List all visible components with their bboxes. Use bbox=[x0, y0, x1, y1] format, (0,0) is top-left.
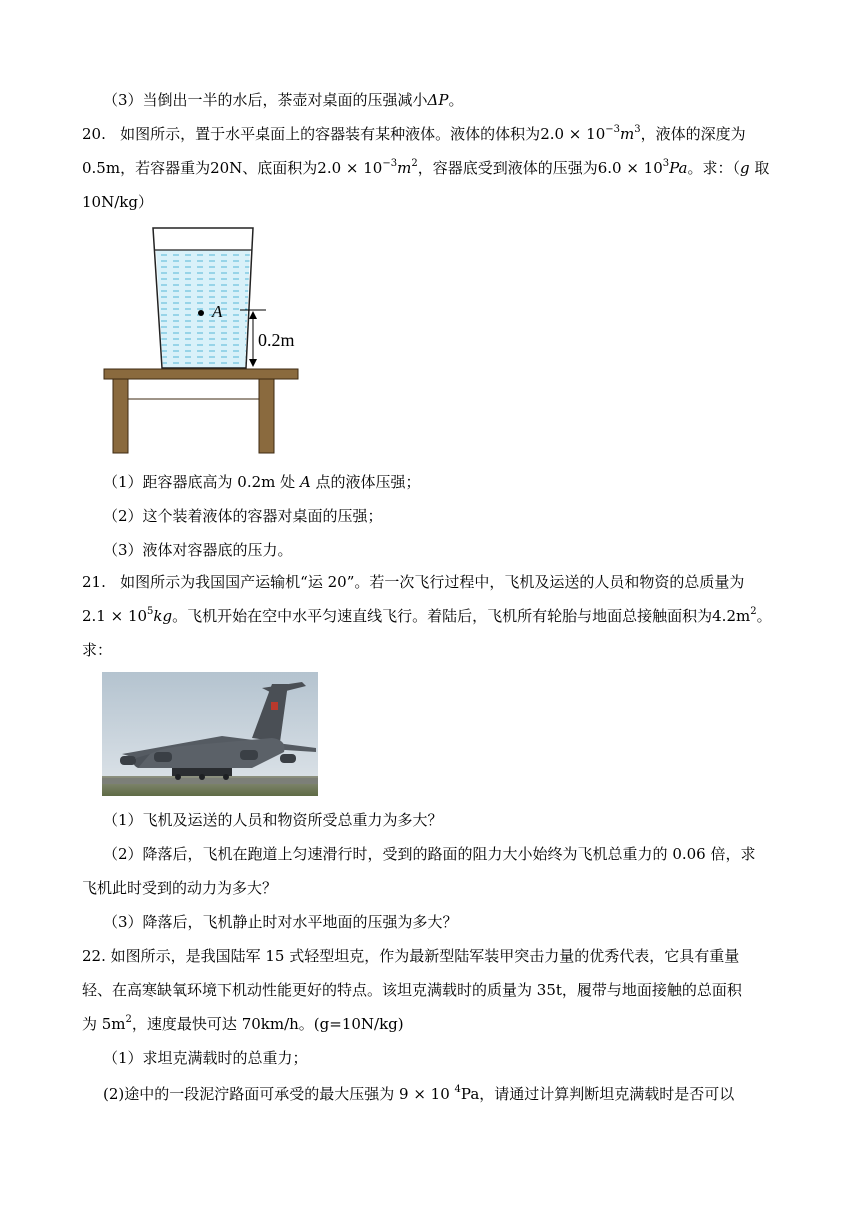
engine-1 bbox=[120, 756, 136, 765]
liquid-pattern bbox=[156, 250, 250, 368]
q19-part3: （3）当倒出一半的水后，茶壶对桌面的压强减小ΔP。 bbox=[103, 91, 464, 109]
q20-part3: （3）液体对容器底的压力。 bbox=[103, 541, 293, 559]
wheel-2 bbox=[199, 774, 205, 780]
q21-part2-line1: （2）降落后，飞机在跑道上匀速滑行时，受到的路面的阻力大小始终为飞机总重力的 0.06 倍，求 bbox=[103, 845, 756, 863]
engine-3 bbox=[240, 750, 258, 760]
height-arrow-down bbox=[249, 359, 257, 367]
point-a-label: A bbox=[212, 302, 223, 321]
engine-4 bbox=[280, 754, 296, 763]
q20-part2: （2）这个装着液体的容器对桌面的压强； bbox=[103, 507, 383, 525]
q21-part3: （3）降落后，飞机静止时对水平地面的压强为多大？ bbox=[103, 913, 458, 931]
height-label: 0.2m bbox=[258, 330, 295, 350]
wheel-1 bbox=[175, 774, 181, 780]
q21-part2-line2: 飞机此时受到的动力为多大？ bbox=[82, 879, 278, 897]
q20-part1: （1）距容器底高为 0.2m 处 A 点的液体压强； bbox=[103, 473, 421, 491]
runway bbox=[102, 778, 318, 784]
q22-line1: 22. 如图所示，是我国陆军 15 式轻型坦克，作为最新型陆军装甲突击力量的优秀代表，它具有重量 bbox=[82, 947, 740, 965]
q22-part2: (2)途中的一段泥泞路面可承受的最大压强为 9 × 10 $^4$Pa，请通过计算判断坦克满载时是否可以 bbox=[103, 1084, 735, 1103]
table-leg-right bbox=[259, 379, 274, 453]
q22-line3: 为 $5m^2$，速度最快可达 70km/h。(g=10N/kg) bbox=[82, 1014, 404, 1033]
q21-part1: （1）飞机及运送的人员和物资所受总重力为多大？ bbox=[103, 811, 443, 829]
q20-line2: 0.5m，若容器重为20N、底面积为$2.0 \times 10^{-3}m^2$，容器底受到液体的压强为$6.0 \times 10^3Pa$。求：（g 取 bbox=[82, 158, 770, 177]
engine-2 bbox=[154, 752, 172, 762]
q21-line3: 求： bbox=[82, 641, 113, 659]
tail-emblem bbox=[271, 702, 278, 710]
wheel-3 bbox=[223, 774, 229, 780]
q20-line1: 20. 如图所示，置于水平桌面上的容器装有某种液体。液体的体积为$2.0 \times 10^{-3}m^3$，液体的深度为 bbox=[82, 124, 746, 143]
table-leg-left bbox=[113, 379, 128, 453]
q20-line3: 10N/kg） bbox=[82, 193, 153, 211]
table-top bbox=[104, 369, 298, 379]
point-a bbox=[198, 310, 204, 316]
transport-aircraft-photo bbox=[102, 672, 318, 796]
q22-line2: 轻、在高寒缺氧环境下机动性能更好的特点。该坦克满载时的质量为 35t，履带与地面接触的总面积 bbox=[82, 981, 742, 999]
height-arrow-up bbox=[249, 311, 257, 319]
container-on-table-figure bbox=[100, 222, 310, 458]
q21-line2: $2.1 \times 10^5kg$。飞机开始在空中水平匀速直线飞行。着陆后，飞机所有轮胎与地面总接触面积为$4.2m^2$。 bbox=[82, 606, 772, 625]
q21-line1: 21. 如图所示为我国国产运输机“运 20”。若一次飞行过程中，飞机及运送的人员和物资的总质量为 bbox=[82, 573, 745, 591]
q22-part1: （1）求坦克满载时的总重力； bbox=[103, 1049, 308, 1067]
